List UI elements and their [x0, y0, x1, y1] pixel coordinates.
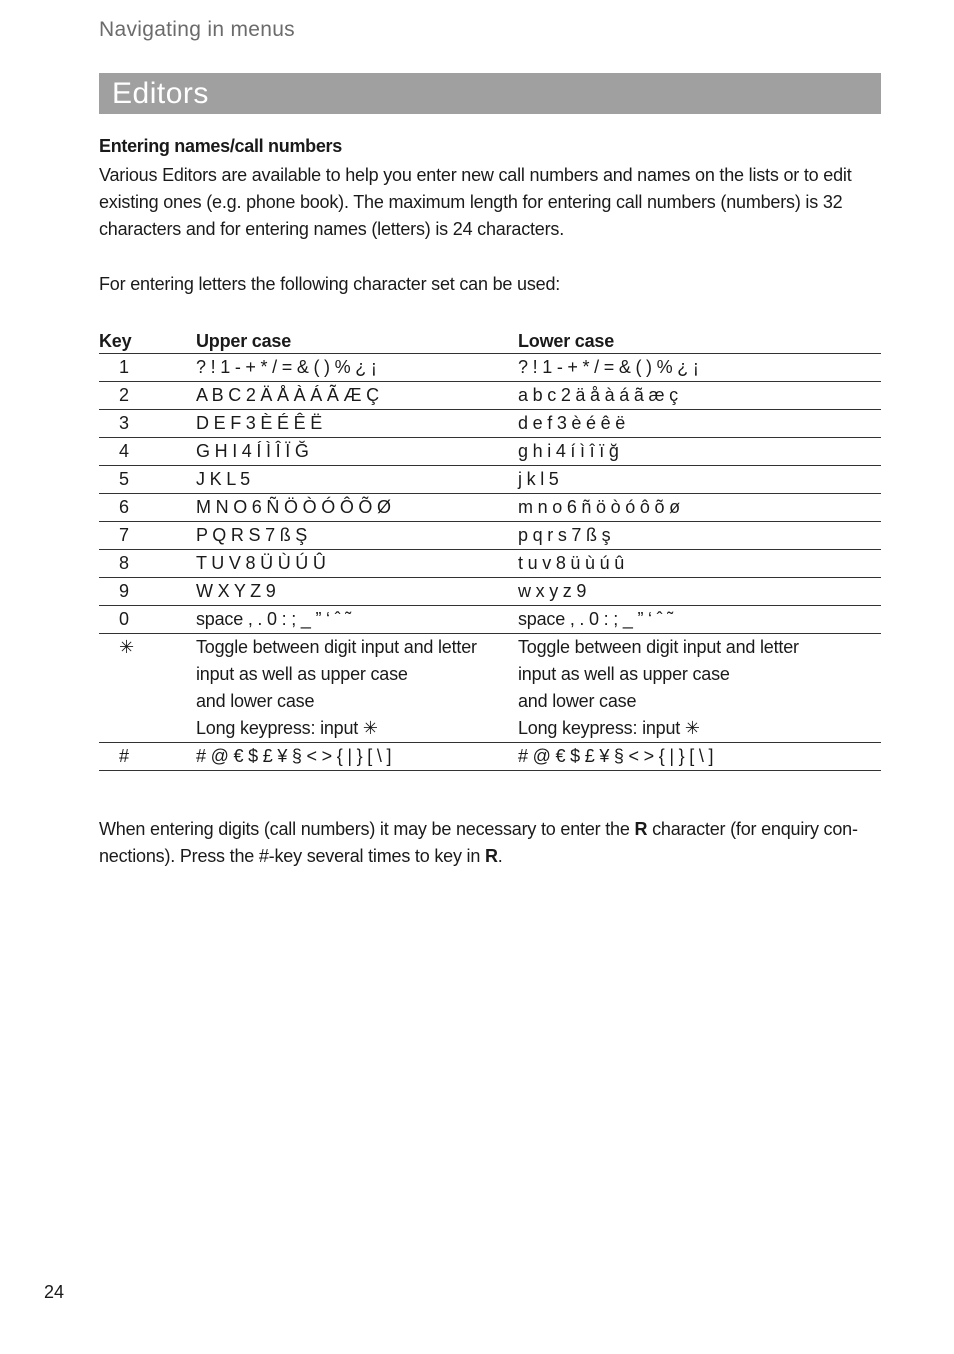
- upper-case-line: ? ! 1 - + * / = & ( ) % ¿ ¡: [196, 357, 377, 377]
- table-row: [99, 578, 881, 606]
- upper-case-cell: [196, 410, 518, 438]
- upper-case-cell: [196, 634, 518, 743]
- upper-case-cell: [196, 382, 518, 410]
- r-note-text-2: character (for enquiry con-nections). Press the #-key several times to key in: [99, 819, 858, 866]
- key-cell: 9: [99, 578, 196, 606]
- upper-case-line: T U V 8 Ü Ù Ú Û: [196, 553, 326, 573]
- lower-case-cell: [518, 550, 881, 578]
- lower-case-line: a b c 2 ä å à á ã æ ç: [518, 385, 678, 405]
- key-cell: 8: [99, 550, 196, 578]
- upper-case-cell: [196, 606, 518, 634]
- r-character-note: [99, 816, 889, 870]
- lower-case-line: Long keypress: input ✳: [518, 718, 700, 738]
- upper-case-cell: [196, 550, 518, 578]
- page-number: 24: [44, 1282, 65, 1302]
- lower-case-cell: [518, 466, 881, 494]
- upper-case-line: input as well as upper case: [196, 664, 408, 684]
- subheading: Entering names/call numbers: [99, 136, 342, 156]
- r-note-text-3: .: [497, 846, 503, 866]
- running-head: Navigating in menus: [99, 18, 295, 41]
- header-upper-case: Upper case: [196, 326, 518, 354]
- lower-case-line: w x y z 9: [518, 581, 587, 601]
- lower-case-line: g h i 4 í ì î ï ğ: [518, 441, 619, 461]
- upper-case-line: D E F 3 È É Ê Ë: [196, 413, 323, 433]
- key-cell: 7: [99, 522, 196, 550]
- key-cell: 1: [99, 354, 196, 382]
- intro-paragraph: Various Editors are available to help you enter new call numbers and names on the lists or to edit existing ones (e.g. phone book). The maximum length for entering call numbers (numbers) is 32 characters and for entering names (letters) is 24 characters.: [99, 165, 852, 239]
- lower-case-line: Toggle between digit input and letter: [518, 637, 799, 657]
- table-row: [99, 522, 881, 550]
- key-cell: 5: [99, 466, 196, 494]
- lower-case-line: input as well as upper case: [518, 664, 730, 684]
- key-cell: 0: [99, 606, 196, 634]
- lower-case-cell: [518, 606, 881, 634]
- table-row: [99, 550, 881, 578]
- charset-intro: For entering letters the following character set can be used:: [99, 274, 561, 294]
- lower-case-cell: [518, 354, 881, 382]
- key-cell: 4: [99, 438, 196, 466]
- table-row: [99, 743, 881, 771]
- section-title: Editors: [99, 73, 881, 114]
- table-row: [99, 606, 881, 634]
- table-row: [99, 410, 881, 438]
- lower-case-line: space , . 0 : ; _ ” ‘ ˆ ˜: [518, 609, 674, 629]
- upper-case-line: A B C 2 Ä Å À Á Ã Æ Ç: [196, 385, 379, 405]
- table-body: [99, 354, 881, 771]
- header-key: Key: [99, 326, 196, 354]
- lower-case-line: # @ € $ £ ¥ § < > { | } [ \ ]: [518, 746, 714, 766]
- upper-case-line: space , . 0 : ; _ ” ‘ ˆ ˜: [196, 609, 352, 629]
- r-note-text-1: When entering digits (call numbers) it may be necessary to enter the: [99, 819, 635, 839]
- key-cell: 6: [99, 494, 196, 522]
- upper-case-cell: [196, 438, 518, 466]
- key-cell: 3: [99, 410, 196, 438]
- lower-case-cell: [518, 410, 881, 438]
- upper-case-cell: [196, 578, 518, 606]
- lower-case-cell: [518, 438, 881, 466]
- upper-case-line: and lower case: [196, 691, 315, 711]
- lower-case-cell: [518, 382, 881, 410]
- upper-case-line: Toggle between digit input and letter: [196, 637, 477, 657]
- lower-case-cell: [518, 578, 881, 606]
- table-row: [99, 354, 881, 382]
- header-lower-case: Lower case: [518, 326, 881, 354]
- lower-case-line: d e f 3 è é ê ë: [518, 413, 626, 433]
- table-header-row: [99, 326, 881, 354]
- upper-case-line: J K L 5: [196, 469, 250, 489]
- lower-case-line: ? ! 1 - + * / = & ( ) % ¿ ¡: [518, 357, 699, 377]
- upper-case-cell: [196, 494, 518, 522]
- upper-case-line: G H I 4 Í Ì Î Ï Ğ: [196, 441, 309, 461]
- r-character-2: R: [484, 846, 498, 866]
- upper-case-line: W X Y Z 9: [196, 581, 276, 601]
- upper-case-cell: [196, 354, 518, 382]
- table-row: [99, 466, 881, 494]
- table-row: [99, 634, 881, 743]
- character-set-table: [99, 326, 881, 771]
- upper-case-line: P Q R S 7 ß Ş: [196, 525, 308, 545]
- upper-case-line: Long keypress: input ✳: [196, 718, 378, 738]
- upper-case-cell: [196, 466, 518, 494]
- key-cell: #: [99, 743, 196, 771]
- table-row: [99, 494, 881, 522]
- lower-case-line: t u v 8 ü ù ú û: [518, 553, 625, 573]
- table-row: [99, 438, 881, 466]
- upper-case-cell: [196, 522, 518, 550]
- key-cell: 2: [99, 382, 196, 410]
- upper-case-line: M N O 6 Ñ Ö Ò Ó Ô Õ Ø: [196, 497, 391, 517]
- lower-case-line: m n o 6 ñ ö ò ó ô õ ø: [518, 497, 680, 517]
- lower-case-cell: [518, 494, 881, 522]
- upper-case-line: # @ € $ £ ¥ § < > { | } [ \ ]: [196, 746, 392, 766]
- lower-case-cell: [518, 743, 881, 771]
- upper-case-cell: [196, 743, 518, 771]
- lower-case-line: j k l 5: [518, 469, 559, 489]
- lower-case-line: p q r s 7 ß ş: [518, 525, 611, 545]
- key-cell: ✳: [99, 634, 196, 743]
- r-character-1: R: [634, 819, 648, 839]
- lower-case-cell: [518, 634, 881, 743]
- table-row: [99, 382, 881, 410]
- lower-case-cell: [518, 522, 881, 550]
- lower-case-line: and lower case: [518, 691, 637, 711]
